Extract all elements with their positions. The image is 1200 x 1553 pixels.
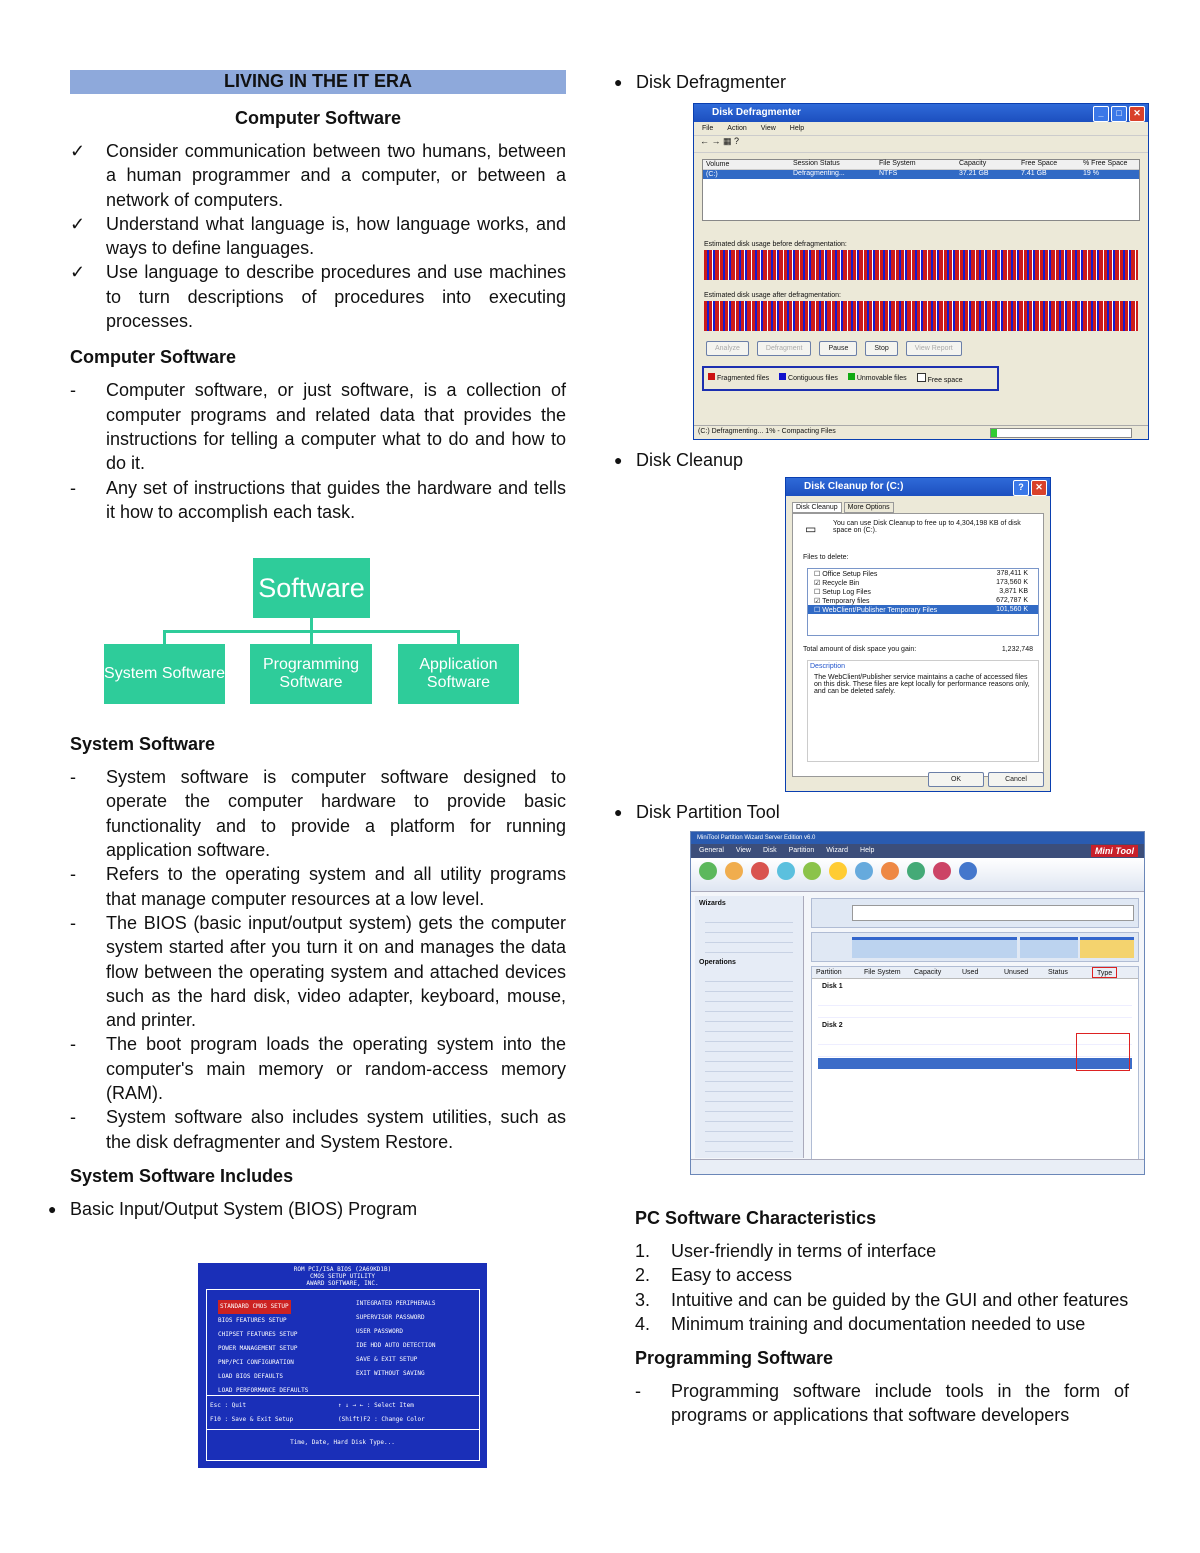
bullet-item: - System software is computer software designed to operate the computer hardware to provide basic functionality and to provide a platform for running application software. — [70, 767, 566, 861]
bullet-item: ● Basic Input/Output System (BIOS) Program — [48, 1198, 418, 1219]
file-row[interactable]: ☐ WebClient/Publisher Temporary Files 101,560 K — [808, 605, 1038, 614]
numbered-item: 4. Minimum training and documentation needed to use — [635, 1313, 1086, 1334]
computer-software-points — [70, 378, 566, 524]
sidebar: Wizards Operations — [695, 896, 804, 1158]
bullet-icon: ● — [48, 1200, 57, 1217]
document-title: LIVING IN THE IT ERA — [70, 70, 566, 94]
includes-list — [48, 1197, 566, 1221]
analyze-button[interactable]: Analyze — [706, 341, 749, 356]
bullet-item: - Programming software include tools in the form of programs or applications that software developers — [635, 1381, 1129, 1426]
stop-button[interactable]: Stop — [865, 341, 897, 356]
tool-list-defrag — [612, 70, 1130, 94]
maximize-icon: □ — [1111, 106, 1127, 122]
usage-after-bar — [704, 301, 1138, 331]
minitool-logo: Mini Tool — [1091, 845, 1138, 857]
file-row[interactable]: ☑ Recycle Bin 173,560 K — [814, 579, 1028, 587]
toolbar-icon — [829, 862, 847, 880]
bullet-icon: ● — [614, 74, 623, 90]
diagram-connector — [457, 630, 460, 644]
close-icon: ✕ — [1129, 106, 1145, 122]
heading-system-software: System Software — [70, 734, 216, 755]
toolbar-icon — [751, 862, 769, 880]
tool-list-cleanup — [612, 448, 1130, 472]
heading-computer-software: Computer Software — [70, 347, 237, 368]
toolbar-icon — [959, 862, 977, 880]
files-list — [807, 568, 1039, 636]
toolbar: ← → ▦ ? — [694, 135, 1148, 153]
section-subtitle: Computer Software — [234, 108, 402, 128]
bullet-icon: ● — [614, 452, 623, 468]
file-row[interactable]: ☑ Temporary files 672,787 K — [814, 597, 1028, 605]
view-report-button[interactable]: View Report — [906, 341, 962, 356]
progress-bar — [990, 428, 1132, 438]
tool-list-partition — [612, 800, 1130, 824]
system-software-points — [70, 765, 566, 1154]
bullet-item: - Computer software, or just software, is a collection of computer programs and related data that provides the instructions for telling a computer what to do and how to do it. — [70, 380, 566, 474]
diagram-connector — [310, 630, 313, 644]
toolbar-icon — [777, 862, 795, 880]
legend: Fragmented files Contiguous files Unmovable files Free space — [702, 366, 999, 391]
bullet-item: ● Disk Cleanup — [614, 450, 744, 470]
usage-before-bar — [704, 250, 1138, 280]
toolbar-icon — [933, 862, 951, 880]
programming-software-points — [635, 1379, 1129, 1428]
diagram-system-software: System Software — [104, 644, 225, 704]
pc-characteristics-list — [635, 1239, 1129, 1336]
file-row[interactable]: ☐ Setup Log Files 3,871 KB — [814, 588, 1028, 596]
right-column — [612, 70, 1130, 94]
numbered-item: 2. Easy to access — [635, 1265, 793, 1286]
diagram-connector — [163, 630, 166, 644]
toolbar-icon — [855, 862, 873, 880]
help-icon: ? — [1013, 480, 1029, 496]
bullet-item: - Refers to the operating system and all utility programs that manage computer resources at a low level. — [70, 864, 566, 909]
file-row[interactable]: ☐ Office Setup Files 378,411 K — [814, 570, 1028, 578]
heading-pc-characteristics: PC Software Characteristics — [635, 1208, 877, 1228]
cleanup-screenshot: Disk Cleanup for (C:) ? ✕ Disk Cleanup More Options You can use Disk Cleanup to free up to 4,304,198 KB of disk space on (C:). ▭ Files to delete: ☐ Office Setup Files 378,411 K ☑ Recycle Bin 173,560 K ☐ Setup Log Files 3,871 KB ☑ Temporary files 672,787 K ☐ WebClient/Publisher Temporary Files 101,560 K Total amount of disk space you gain: 1,232,748 Description The WebClient/Publisher service maintains a cache of accessed files on this disk. These files are kept locally for performance reasons only, and can be deleted safely. OK Cancel — [785, 477, 1051, 792]
diagram-programming-software: Programming Software — [250, 644, 372, 704]
bullet-item: - The boot program loads the operating system into the computer's main memory or random-access memory (RAM). — [70, 1034, 566, 1104]
drive-icon: ▭ — [805, 522, 817, 536]
numbered-item: 3. Intuitive and can be guided by the GUI and other features — [635, 1289, 1129, 1310]
objective-item: ✓ Understand what language is, how language works, and ways to define languages. — [70, 213, 566, 259]
pc-characteristics-section — [635, 1196, 1129, 1428]
objective-item: ✓ Consider communication between two humans, between a human programmer and a computer, or between a network of computers. — [70, 141, 566, 210]
checkmark-icon: ✓ — [70, 141, 86, 161]
heading-programming-software: Programming Software — [635, 1348, 834, 1369]
diagram-application-software: Application Software — [398, 644, 519, 704]
volume-row[interactable]: (C:) Defragmenting... NTFS 37.21 GB 7.41 GB 19 % — [703, 170, 1139, 179]
toolbar-icon — [725, 862, 743, 880]
numbered-item: 1. User-friendly in terms of interface — [635, 1241, 937, 1261]
defrag-screenshot: Disk Defragmenter _ □ ✕ File Action View Help ← → ▦ ? Volume Session Status File System Capacity Free Space % Free Space (C:) Defragmenting... NTFS 37.21 GB 7.41 GB 19 % Estimated disk usage before defragmentation: Estimated disk usage after defragmentation: Analyze Defragment Pause Stop View Report Fragmented files Contiguous files Unmovable files Free space (C:) Defragmenting... 1% - Compacting Files — [693, 103, 1149, 440]
objectives-list — [70, 139, 566, 333]
close-icon: ✕ — [1031, 480, 1047, 496]
minimize-icon: _ — [1093, 106, 1109, 122]
checkmark-icon: ✓ — [70, 262, 86, 283]
software-diagram — [70, 546, 566, 716]
tab-more-options[interactable]: More Options — [844, 502, 894, 513]
bullet-item: - System software also includes system utilities, such as the disk defragmenter and System Restore. — [70, 1107, 566, 1152]
bullet-item: ● Disk Defragmenter — [614, 72, 787, 92]
ok-button[interactable]: OK — [928, 772, 984, 787]
toolbar — [691, 858, 1144, 892]
bullet-item: - Any set of instructions that guides the hardware and tells it how to accomplish each task. — [70, 477, 566, 522]
bios-screenshot: ROM PCI/ISA BIOS (2A69KD1B) CMOS SETUP UTILITY AWARD SOFTWARE, INC. STANDARD CMOS SETUP BIOS FEATURES SETUP CHIPSET FEATURES SETUP POWER MANAGEMENT SETUP PNP/PCI CONFIGURATION LOAD BIOS DEFAULTS LOAD PERFORMANCE DEFAULTS INTEGRATED PERIPHERALS SUPERVISOR PASSWORD USER PASSWORD IDE HDD AUTO DETECTION SAVE & EXIT SETUP EXIT WITHOUT SAVING Esc : Quit F10 : Save & Exit Setup ↑ ↓ → ← : Select Item (Shift)F2 : Change Color Time, Date, Hard Disk Type... — [198, 1263, 487, 1468]
partition-screenshot: MiniTool Partition Wizard Server Edition v6.0 General View Disk Partition Wizard Help Mini Tool Wizards Operations Partition File System Capacity Used Unused Status Type Disk 1 Disk 2 — [690, 831, 1145, 1175]
checkmark-icon: ✓ — [70, 213, 86, 234]
bullet-icon: ● — [614, 804, 623, 820]
toolbar-icon — [907, 862, 925, 880]
tab-disk-cleanup[interactable]: Disk Cleanup — [792, 502, 842, 513]
left-column — [48, 70, 566, 1221]
pause-button[interactable]: Pause — [819, 341, 857, 356]
heading-system-software-includes: System Software Includes — [70, 1165, 294, 1186]
toolbar-icon — [699, 862, 717, 880]
cancel-button[interactable]: Cancel — [988, 772, 1044, 787]
diagram-root-software: Software — [253, 558, 370, 618]
toolbar-icon — [803, 862, 821, 880]
defragment-button[interactable]: Defragment — [757, 341, 812, 356]
bullet-item: - The BIOS (basic input/output system) gets the computer system started after you turn it on and manages the data flow between the operating system and attached devices such as the hard disk, video adapter, keyboard, mouse, and printer. — [70, 912, 566, 1031]
toolbar-icon — [881, 862, 899, 880]
objective-item: ✓ Use language to describe procedures and use machines to turn descriptions of procedures into executing processes. — [70, 262, 566, 332]
bullet-item: ● Disk Partition Tool — [614, 802, 780, 822]
